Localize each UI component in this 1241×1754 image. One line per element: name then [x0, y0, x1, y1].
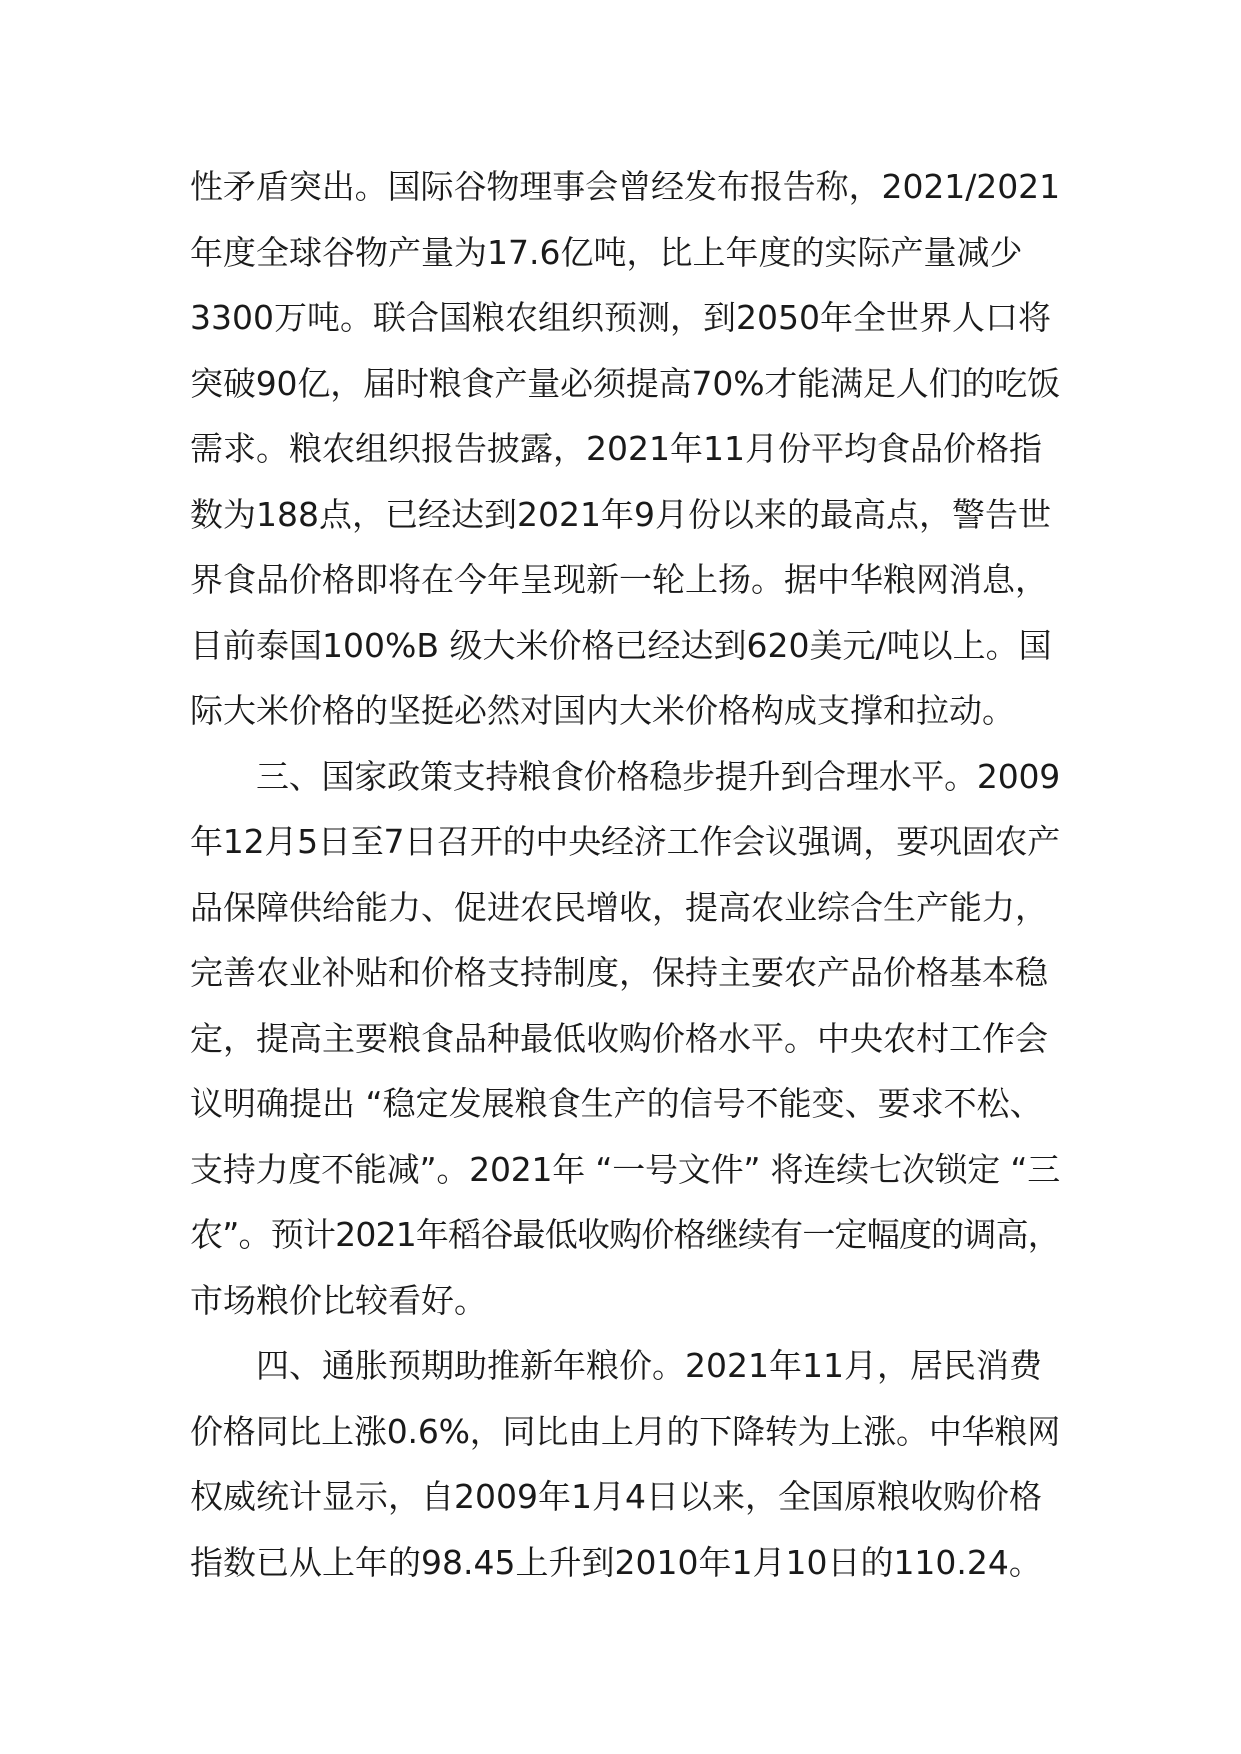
text-line: 农”。预计2021年稻谷最低收购价格继续有一定幅度的调高，	[190, 1215, 1060, 1254]
text-line: 品保障供给能力、促进农民增收，提高农业综合生产能力，	[190, 887, 1048, 927]
text-line: 年12月5日至7日召开的中央经济工作会议强调，要巩固农产	[190, 822, 1060, 861]
text-line: 市场粮价比较看好。	[190, 1280, 487, 1320]
text-line: 际大米价格的坚挺必然对国内大米价格构成支撑和拉动。	[190, 691, 1015, 730]
text-line: 价格同比上涨0.6%，同比由上月的下降转为上涨。中华粮网	[190, 1411, 1060, 1451]
text-line: 支持力度不能减”。2021年 “一号文件” 将连续七次锁定 “三	[190, 1149, 1060, 1189]
text-line: 指数已从上年的98.45上升到2010年1月10日的110.24。	[190, 1542, 1042, 1582]
text-line: 突破90亿，届时粮食产量必须提高70%才能满足人们的吃饭	[190, 363, 1060, 403]
document-body	[190, 154, 1060, 1595]
paragraph-first-line: 四、通胀预期助推新年粮价。2021年11月，居民消费	[256, 1346, 1042, 1385]
text-line: 界食品价格即将在今年呈现新一轮上扬。据中华粮网消息，	[190, 560, 1048, 599]
text-line: 3300万吨。联合国粮农组织预测，到2050年全世界人口将	[190, 298, 1051, 337]
text-line: 目前泰国100%B 级大米价格已经达到620美元/吨以上。国	[190, 625, 1052, 665]
text-line: 定，提高主要粮食品种最低收购价格水平。中央农村工作会	[190, 1018, 1048, 1058]
text-line: 权威统计显示，自2009年1月4日以来，全国原粮收购价格	[190, 1477, 1042, 1516]
paragraph-first-line: 三、国家政策支持粮食价格稳步提升到合理水平。2009	[256, 756, 1060, 796]
text-line: 性矛盾突出。国际谷物理事会曾经发布报告称，2021/2021	[190, 167, 1060, 206]
text-line: 完善农业补贴和价格支持制度，保持主要农产品价格基本稳	[190, 953, 1048, 992]
text-line: 需求。粮农组织报告披露，2021年11月份平均食品价格指	[190, 429, 1042, 468]
text-line: 议明确提出 “稳定发展粮食生产的信号不能变、要求不松、	[190, 1084, 1043, 1123]
text-line: 数为188点，已经达到2021年9月份以来的最高点，警告世	[190, 494, 1051, 534]
text-line: 年度全球谷物产量为17.6亿吨，比上年度的实际产量减少	[190, 232, 1023, 272]
